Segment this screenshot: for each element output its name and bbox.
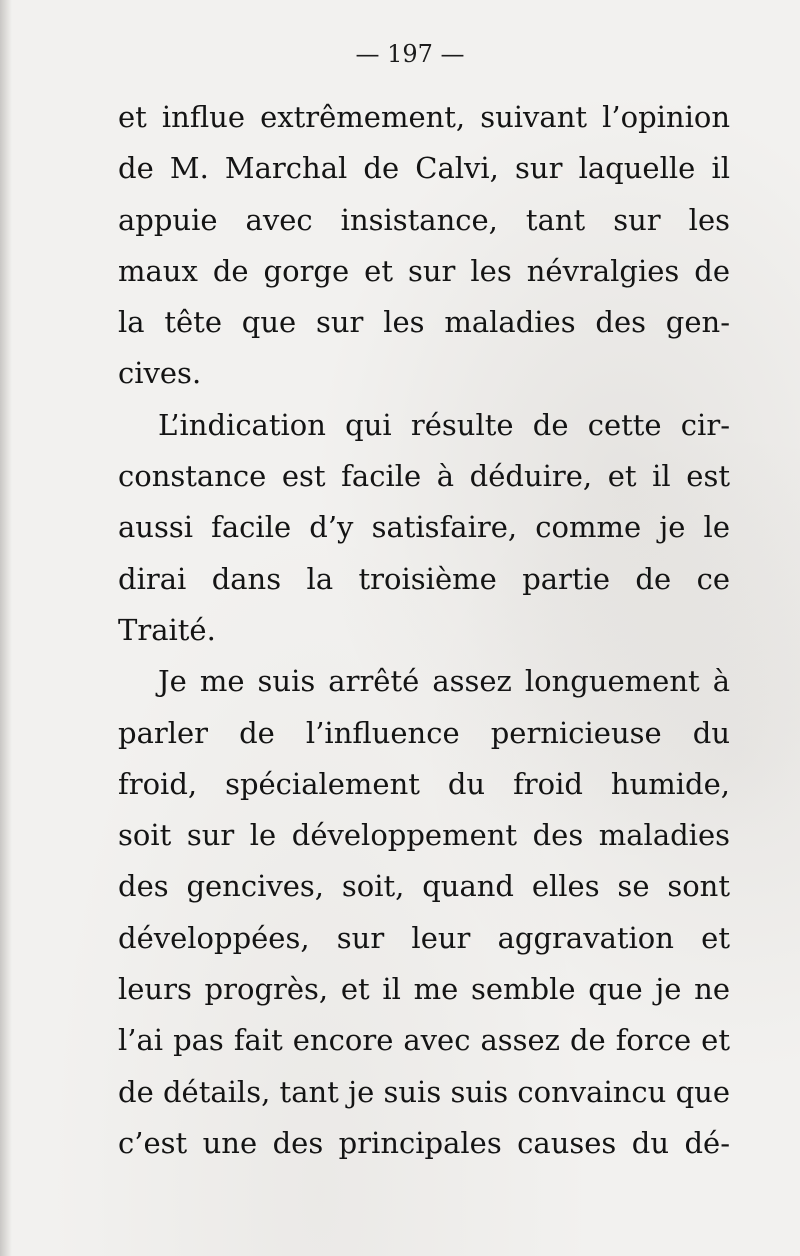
text-line: maux de gorge et sur les névralgies de xyxy=(118,253,730,288)
paragraph xyxy=(118,656,730,1169)
text-line: développées, sur leur aggravation et xyxy=(118,920,730,955)
text-line: aussi facile d’y satisfaire, comme je le xyxy=(118,510,730,545)
text-line: constance est facile à déduire, et il est xyxy=(118,459,730,494)
text-line: la tête que sur les maladies des gen- xyxy=(118,305,730,340)
text-line: appuie avec insistance, tant sur les xyxy=(118,202,730,237)
page-number: — 197 — xyxy=(355,40,465,68)
text-line: parler de l’influence pernicieuse du xyxy=(118,715,730,750)
text-line: L’indication qui résulte de cette cir- xyxy=(158,407,730,442)
text-line: cives. xyxy=(118,356,202,391)
text-line: Je me suis arrêté assez longuement à xyxy=(158,664,730,699)
paragraph xyxy=(118,400,730,656)
text-line: des gencives, soit, quand elles se sont xyxy=(118,869,730,904)
text-line: leurs progrès, et il me semble que je ne xyxy=(118,972,730,1007)
text-line: de détails, tant je suis suis convaincu que xyxy=(118,1074,730,1109)
text-line: froid, spécialement du froid humide, xyxy=(118,766,730,801)
body-text xyxy=(118,92,730,1169)
text-line: Traité. xyxy=(118,612,216,647)
text-line: de M. Marchal de Calvi, sur laquelle il xyxy=(118,151,730,186)
paragraph xyxy=(118,92,730,400)
text-line: dirai dans la troisième partie de ce xyxy=(118,561,730,596)
text-line: c’est une des principales causes du dé- xyxy=(118,1125,730,1160)
text-line: et influe extrêmement, suivant l’opinion xyxy=(118,100,730,134)
text-line: l’ai pas fait encore avec assez de force et xyxy=(118,1023,730,1058)
text-line: soit sur le développement des maladies xyxy=(118,818,730,853)
page-binding-edge xyxy=(0,0,12,1256)
